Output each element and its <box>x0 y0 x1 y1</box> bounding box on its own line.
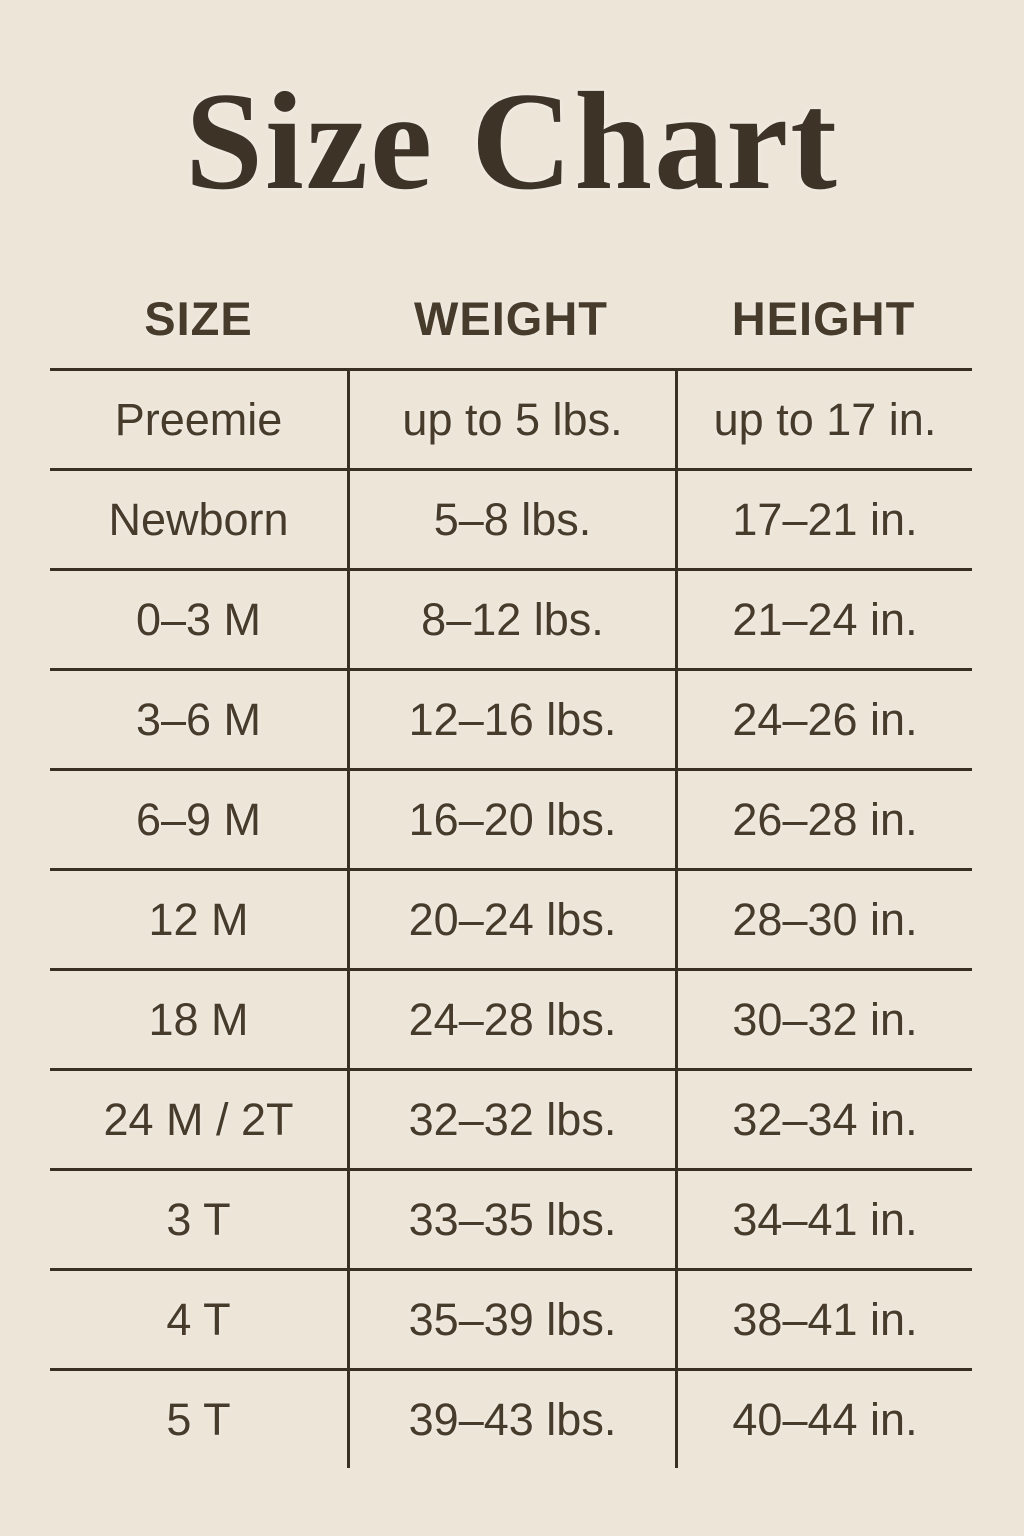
page-title: Size Chart <box>185 64 839 219</box>
table-row <box>50 868 972 968</box>
height-cell: 30–32 in. <box>675 971 972 1068</box>
weight-cell: 8–12 lbs. <box>347 571 675 668</box>
column-header-size: SIZE <box>144 291 253 345</box>
height-cell: 21–24 in. <box>675 571 972 668</box>
height-cell: 28–30 in. <box>675 871 972 968</box>
height-cell: 17–21 in. <box>675 471 972 568</box>
table-row <box>50 1368 972 1468</box>
size-cell: 3 T <box>166 1193 231 1245</box>
weight-cell: 32–32 lbs. <box>347 1071 675 1168</box>
size-cell: 0–3 M <box>135 593 262 645</box>
weight-cell: 5–8 lbs. <box>347 471 675 568</box>
column-header-height: HEIGHT <box>731 291 916 345</box>
height-cell: 26–28 in. <box>675 771 972 868</box>
weight-cell: 39–43 lbs. <box>347 1371 675 1468</box>
weight-cell: 20–24 lbs. <box>347 871 675 968</box>
table-row <box>50 1068 972 1168</box>
height-cell: 32–34 in. <box>675 1071 972 1168</box>
size-cell: 6–9 M <box>135 793 262 845</box>
column-header-weight: WEIGHT <box>414 291 608 345</box>
size-cell: 12 M <box>148 893 249 945</box>
table-row <box>50 368 972 468</box>
weight-cell: 24–28 lbs. <box>347 971 675 1068</box>
table-header-row <box>50 268 972 368</box>
size-cell: Preemie <box>114 393 283 445</box>
height-cell: 40–44 in. <box>675 1371 972 1468</box>
size-cell: 3–6 M <box>135 693 262 745</box>
size-cell: 24 M / 2T <box>103 1093 294 1145</box>
weight-cell: 33–35 lbs. <box>347 1171 675 1268</box>
weight-cell: up to 5 lbs. <box>347 371 675 468</box>
size-cell: Newborn <box>108 493 289 545</box>
table-row <box>50 1168 972 1268</box>
weight-cell: 35–39 lbs. <box>347 1271 675 1368</box>
table-row <box>50 668 972 768</box>
height-cell: 24–26 in. <box>675 671 972 768</box>
size-table <box>50 368 972 1468</box>
weight-cell: 16–20 lbs. <box>347 771 675 868</box>
size-cell: 5 T <box>166 1393 231 1445</box>
table-row <box>50 568 972 668</box>
table-row <box>50 468 972 568</box>
table-row <box>50 968 972 1068</box>
table-row <box>50 1268 972 1368</box>
height-cell: up to 17 in. <box>675 371 972 468</box>
height-cell: 38–41 in. <box>675 1271 972 1368</box>
size-cell: 4 T <box>166 1293 231 1345</box>
size-cell: 18 M <box>148 993 249 1045</box>
weight-cell: 12–16 lbs. <box>347 671 675 768</box>
table-row <box>50 768 972 868</box>
height-cell: 34–41 in. <box>675 1171 972 1268</box>
